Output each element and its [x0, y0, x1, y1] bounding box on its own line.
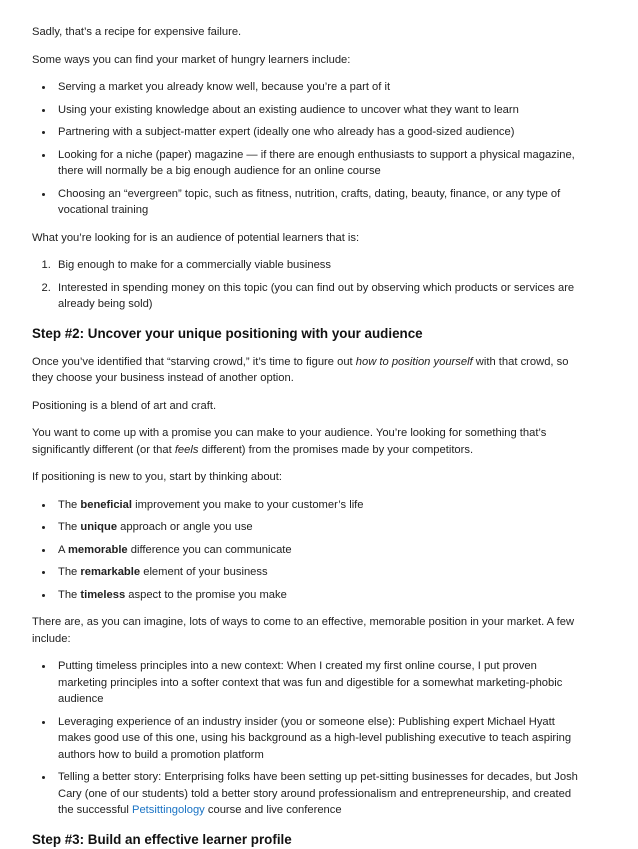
hungry-learners-list — [32, 79, 580, 219]
heading-step-2: Step #2: Uncover your unique positioning with your audience — [32, 325, 423, 341]
text-run: Once you’ve identified that “starving crowd,” it’s time to figure out — [32, 355, 356, 368]
bold-term: remarkable — [80, 566, 141, 578]
text-run: approach or angle you use — [117, 521, 253, 533]
paragraph-recipe-failure: Sadly, that’s a recipe for expensive failure. — [32, 26, 242, 38]
text-run: with that crowd, so they choose your business instead of another option. — [32, 355, 569, 384]
list-item — [54, 519, 580, 536]
paragraph-starving-crowd — [32, 354, 580, 387]
text-run: element of your business — [140, 566, 268, 578]
list-item: • Choosing an “evergreen” topic, such as fitness, nutrition, crafts, dating, beauty, finance, or any type of vocational training — [54, 186, 580, 219]
paragraph-positioning-new: If positioning is new to you, start by thinking about: — [32, 471, 282, 483]
text-run: difference you can communicate — [127, 543, 292, 556]
paragraph-promise — [32, 425, 580, 458]
text-run: different) from the promises made by your competitors. — [198, 443, 474, 456]
emphasis-text: how to position yourself — [355, 355, 473, 368]
text-run: The — [58, 498, 81, 511]
heading-step-3: Step #3: Build an effective learner profile — [32, 831, 292, 847]
list-item — [54, 497, 580, 514]
list-item — [54, 587, 580, 604]
text-run: aspect to the promise you make — [125, 588, 287, 601]
list-item — [54, 769, 580, 819]
list-item: • Using your existing knowledge about an existing audience to uncover what they want to learn — [54, 102, 580, 119]
paragraph-art-craft: Positioning is a blend of art and craft. — [32, 399, 217, 412]
text-run: Telling a better story: Enterprising folks have been setting up pet-sitting businesses for decades, but Josh Cary (one of our students) told a better story around professionalism and entrepreneurship, and created the successful — [58, 771, 578, 816]
list-item: 2. Interested in spending money on this topic (you can find out by observing which products or services are already being sold) — [54, 280, 580, 313]
paragraph-looking-for: What you’re looking for is an audience of potential learners that is: — [32, 231, 360, 244]
petsittingology-link[interactable]: Petsittingology — [132, 804, 205, 816]
text-run: The — [58, 566, 81, 578]
list-item: • Serving a market you already know well, because you’re a part of it — [54, 79, 580, 96]
bold-term: beneficial — [80, 498, 132, 511]
positioning-qualities-list — [32, 497, 580, 604]
paragraph-ways-intro: Some ways you can find your market of hungry learners include: — [32, 53, 351, 66]
list-item: • Leveraging experience of an industry insider (you or someone else): Publishing expert Michael Hyatt makes good use of this one, using his background as a high-level publishing executive to teach aspiring authors how to build a promotion platform — [54, 714, 580, 764]
list-item: • Looking for a niche (paper) magazine — if there are enough enthusiasts to support a physical magazine, there will normally be a big enough audience for an online course — [54, 147, 580, 180]
text-run: course and live conference — [204, 804, 342, 816]
text-run: You want to come up with a promise you can make to your audience. You’re looking for something that’s significantly different (or that — [32, 427, 547, 456]
emphasis-text: feels — [174, 443, 199, 456]
text-run: A — [58, 543, 68, 556]
list-item — [54, 564, 580, 581]
list-item: • Putting timeless principles into a new context: When I created my first online course, I put proven marketing principles into a softer context that was fun and digestible for a somewhat marketing-phobic audience — [54, 658, 580, 708]
text-run: The — [58, 588, 81, 601]
bold-term: timeless — [80, 588, 126, 601]
list-item: • Partnering with a subject-matter expert (ideally one who already has a good-sized audience) — [54, 124, 580, 141]
bold-term: memorable — [67, 543, 128, 556]
positioning-examples-list — [32, 658, 580, 819]
list-item — [54, 542, 580, 559]
paragraph-ways-to-position: There are, as you can imagine, lots of ways to come to an effective, memorable position in your market. A few include: — [32, 616, 575, 645]
text-run: The — [58, 521, 81, 533]
bold-term: unique — [80, 521, 118, 533]
audience-criteria-list — [32, 257, 580, 313]
text-run: improvement you make to your customer’s life — [132, 498, 364, 511]
list-item: 1. Big enough to make for a commercially viable business — [54, 257, 580, 274]
